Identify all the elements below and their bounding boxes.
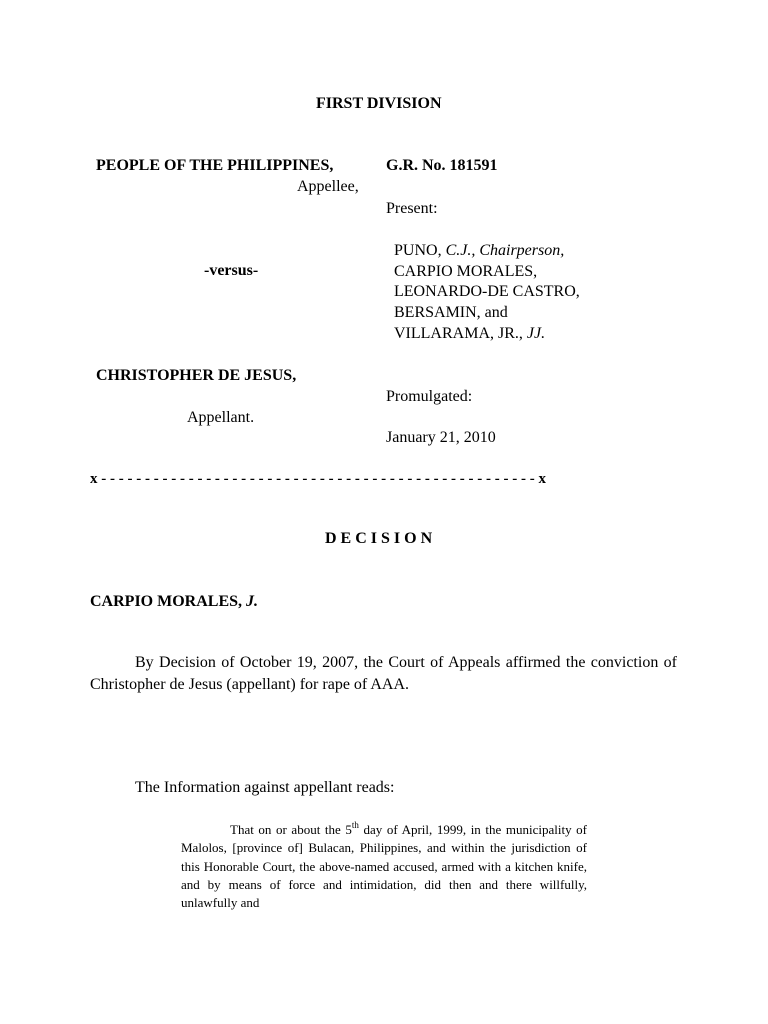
bench-title-chairperson: C.J., Chairperson, [445, 242, 565, 259]
division-heading: FIRST DIVISION [316, 95, 442, 112]
bench-line-5 [394, 326, 545, 342]
bench-line-2: CARPIO MORALES, [394, 263, 538, 280]
caption-separator: x - - - - - - - - - - - - - - - - - - - - - - - - - - - - - - - - - - - - - - - - - - - - - - - - - - x [90, 471, 547, 487]
appellant-party: CHRISTOPHER DE JESUS, [96, 367, 297, 384]
bench-title-jj: JJ. [526, 325, 546, 342]
ponente-name: CARPIO MORALES, [90, 593, 247, 610]
bench-name-puno: PUNO, [394, 242, 446, 259]
appellant-role: Appellant. [187, 409, 255, 426]
body-paragraph-2: The Information against appellant reads: [135, 779, 395, 796]
body-paragraph-1: By Decision of October 19, 2007, the Court of Appeals affirmed the conviction of Christopher de Jesus (appellant) for rape of AAA. [90, 654, 677, 693]
bench-line-4: BERSAMIN, and [394, 304, 508, 321]
versus-label: -versus- [204, 262, 259, 279]
bench-line-1 [394, 243, 564, 259]
bench-name-villarama: VILLARAMA, JR., [394, 325, 527, 342]
quote-text-2: day of April, 1999, in the municipality of Malolos, [province of] Bulacan, Philippines, and within the jurisdiction of this Honorable Court, the above-named accused, armed with a kitchen knife, and by means of force and intimidation, did then and there willfully, unlawfully and [181, 822, 588, 911]
bench-line-3: LEONARDO-DE CASTRO, [394, 283, 580, 300]
promulgated-date: January 21, 2010 [386, 429, 496, 446]
decision-heading: D E C I S I O N [325, 530, 433, 547]
ponente-line [90, 594, 258, 610]
quote-text-1: That on or about the 5 [230, 822, 352, 837]
present-label: Present: [386, 200, 438, 217]
ponente-title: J. [246, 593, 259, 610]
appellee-role: Appellee, [297, 178, 359, 195]
quote-superscript: th [351, 820, 359, 830]
promulgated-label: Promulgated: [386, 388, 473, 405]
information-quote [181, 821, 587, 912]
gr-number: G.R. No. 181591 [386, 157, 498, 174]
appellee-party: PEOPLE OF THE PHILIPPINES, [96, 157, 334, 174]
